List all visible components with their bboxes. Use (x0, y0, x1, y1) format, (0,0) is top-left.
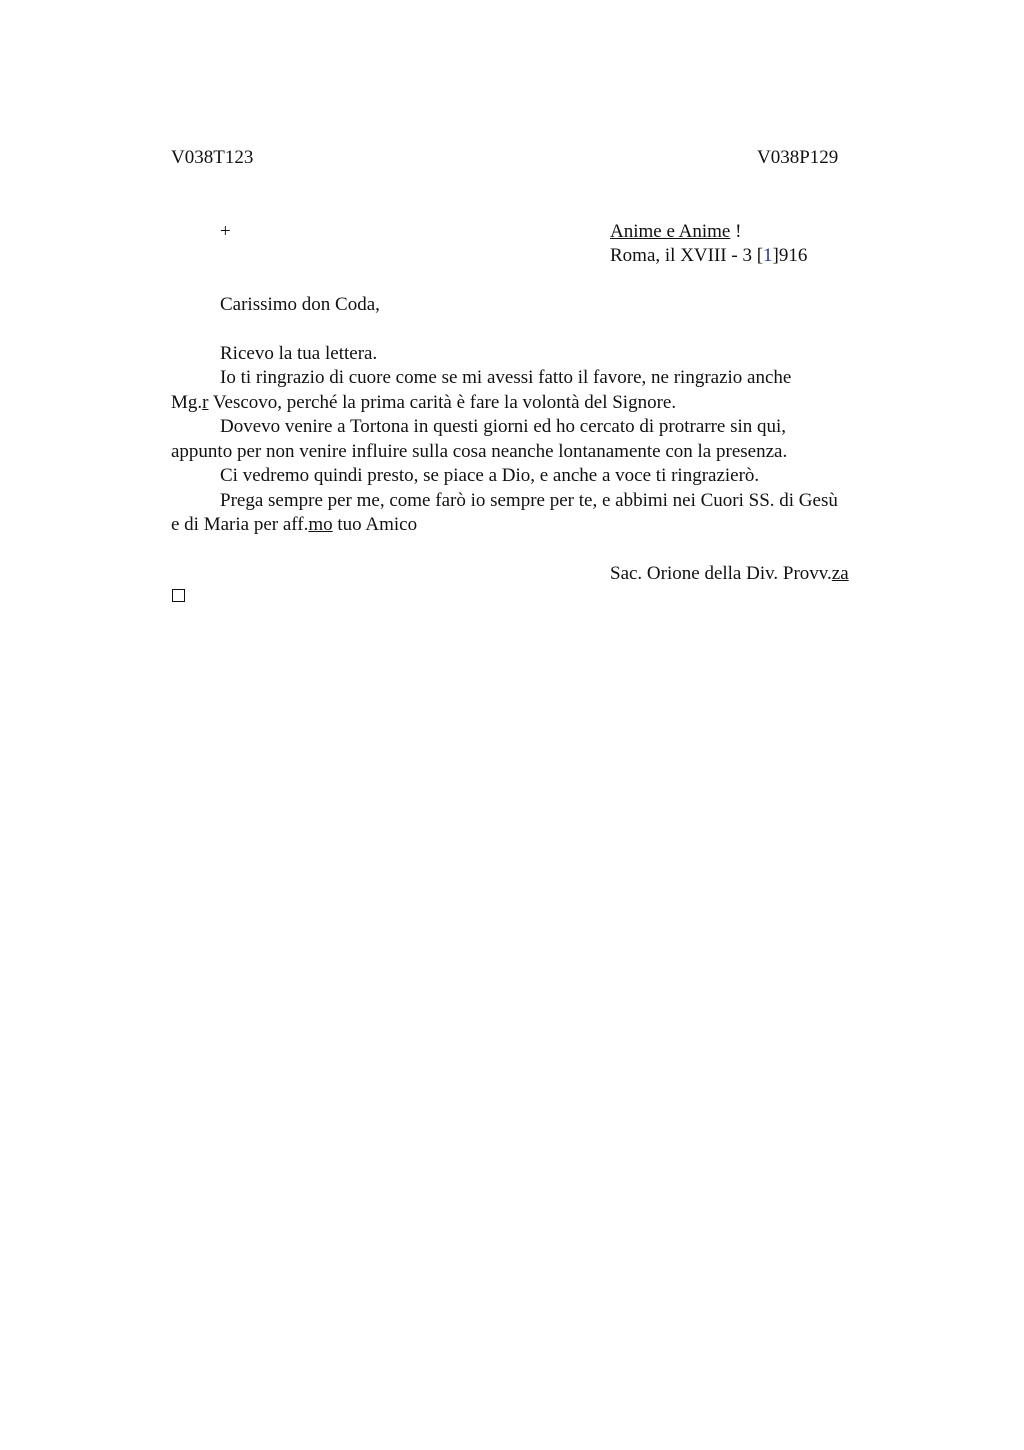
p5-abbrev: mo (308, 514, 333, 535)
document-code-left: V038T123 (171, 147, 254, 168)
date-prefix: Roma, il XVIII - 3 [ (610, 245, 764, 266)
paragraph-5-line-1: Prega sempre per me, come farò io sempre per te, e abbimi nei Cuori SS. di Gesù (220, 490, 838, 511)
p2-abbrev: r (202, 392, 209, 413)
motto-suffix: ! (730, 221, 742, 242)
motto-line (610, 220, 741, 244)
date-suffix: ]916 (772, 245, 808, 266)
paragraph-5-line-2 (171, 513, 417, 537)
cross-symbol: + (220, 221, 231, 242)
paragraph-4: Ci vedremo quindi presto, se piace a Dio, e anche a voce ti ringrazierò. (220, 465, 760, 486)
motto: Anime e Anime (610, 221, 731, 242)
paragraph-3-line-2: appunto per non venire influire sulla cosa neanche lontanamente con la presenza. (171, 441, 788, 462)
paragraph-2-line-1: Io ti ringrazio di cuore come se mi avessi fatto il favore, ne ringrazio anche (220, 367, 792, 388)
p2-prefix: Mg. (171, 392, 203, 413)
signature (610, 562, 849, 586)
salutation: Carissimo don Coda, (220, 294, 380, 315)
signature-text: Sac. Orione della Div. Provv. (610, 563, 832, 584)
date-bracket-digit: 1 (763, 245, 773, 266)
signature-abbrev: za (831, 563, 849, 584)
date-line (610, 244, 807, 268)
end-mark-square (172, 589, 185, 602)
p5-prefix: e di Maria per aff. (171, 514, 309, 535)
paragraph-1: Ricevo la tua lettera. (220, 343, 378, 364)
p5-rest: tuo Amico (332, 514, 418, 535)
paragraph-3-line-1: Dovevo venire a Tortona in questi giorni ed ho cercato di protrarre sin qui, (220, 416, 787, 437)
p2-rest: Vescovo, perché la prima carità è fare la volontà del Signore. (208, 392, 677, 413)
paragraph-2-line-2 (171, 391, 676, 415)
document-code-right: V038P129 (757, 147, 839, 168)
